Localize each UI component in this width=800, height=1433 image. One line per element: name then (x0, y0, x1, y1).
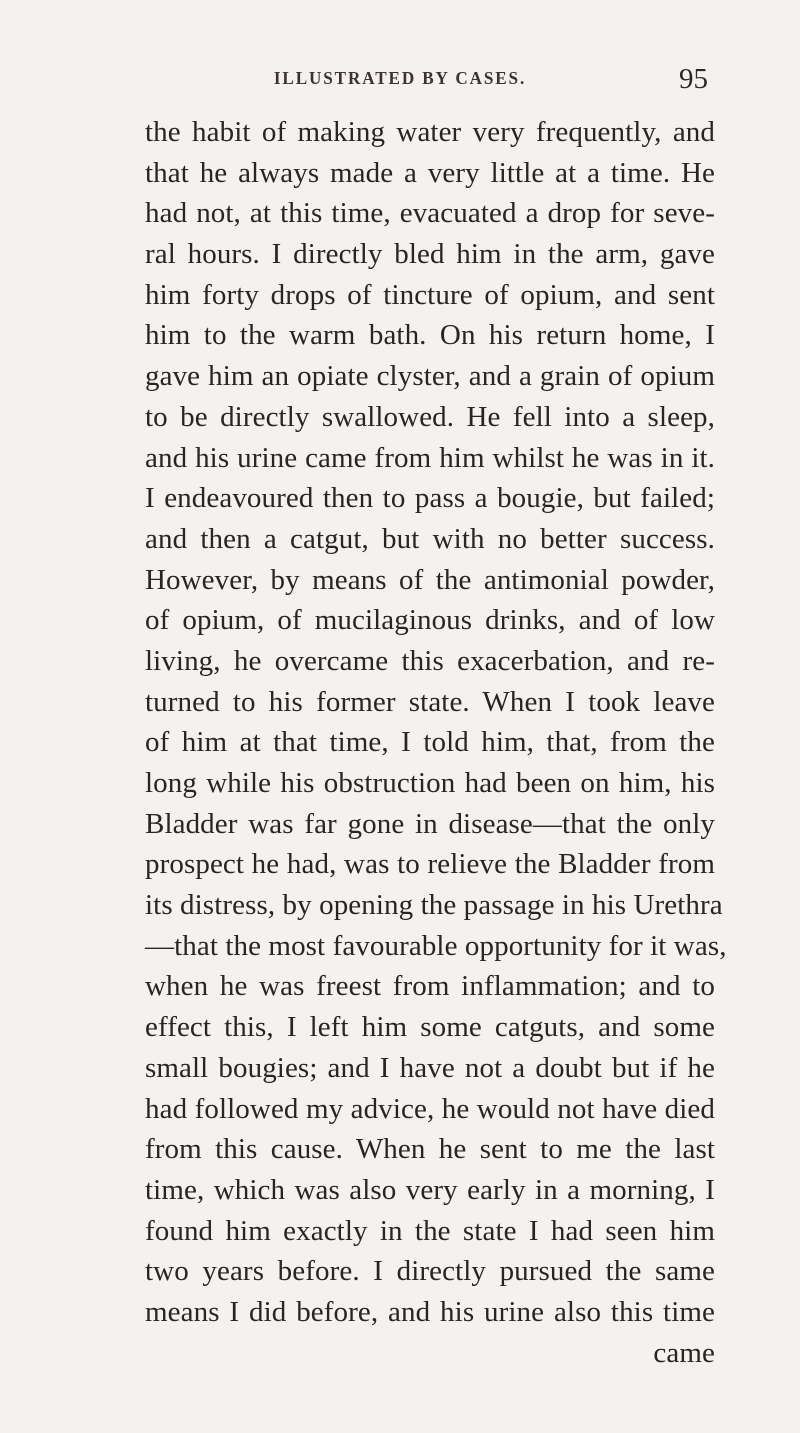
text-line: its distress, by opening the passage in his Urethra (145, 889, 723, 922)
text-line: ral hours. I directly bled him in the arm, gave (145, 238, 715, 271)
page-header (0, 63, 800, 108)
text-line: him forty drops of tincture of opium, and sent (145, 278, 715, 311)
text-line: two years before. I directly pursued the same (145, 1255, 715, 1288)
text-line: that he always made a very little at a time. He (145, 156, 715, 189)
text-line: had not, at this time, evacuated a drop for seve- (145, 197, 715, 230)
text-line: I endeavoured then to pass a bougie, but failed; (145, 482, 715, 515)
text-line: long while his obstruction had been on him, his (145, 767, 715, 799)
text-line: to be directly swallowed. He fell into a sleep, (145, 400, 715, 433)
text-line: However, by means of the antimonial powder, (145, 563, 715, 596)
text-line: living, he overcame this exacerbation, and re- (145, 644, 715, 677)
text-line: of him at that time, I told him, that, from the (145, 726, 715, 759)
text-line: found him exactly in the state I had seen him (145, 1214, 715, 1247)
page-number: 95 (679, 63, 708, 95)
text-line: and then a catgut, but with no better success. (145, 522, 715, 555)
text-line: gave him an opiate clyster, and a grain of opium (145, 360, 715, 393)
text-line: means I did before, and his urine also this time (145, 1295, 715, 1328)
text-line: from this cause. When he sent to me the last (145, 1133, 715, 1166)
text-line: small bougies; and I have not a doubt but if he (145, 1051, 715, 1084)
text-line: time, which was also very early in a morning, I (145, 1173, 715, 1206)
text-line: turned to his former state. When I took leave (145, 685, 715, 718)
text-line: prospect he had, was to relieve the Bladder from (145, 848, 715, 881)
text-line: when he was freest from inflammation; and to (145, 970, 715, 1003)
text-line: him to the warm bath. On his return home, I (145, 319, 715, 352)
text-line: of opium, of mucilaginous drinks, and of low (145, 604, 715, 637)
running-head: ILLUSTRATED BY CASES. (273, 68, 527, 88)
text-line: had followed my advice, he would not have died (145, 1092, 715, 1125)
text-line: effect this, I left him some catguts, and some (145, 1011, 715, 1044)
body-text (145, 112, 727, 1373)
text-line: Bladder was far gone in disease—that the only (145, 807, 715, 840)
text-line: and his urine came from him whilst he was in it. (145, 441, 715, 474)
text-line: —that the most favourable opportunity for it was, (145, 929, 727, 962)
catchword: came (653, 1336, 715, 1369)
text-line: the habit of making water very frequently, and (145, 116, 715, 148)
